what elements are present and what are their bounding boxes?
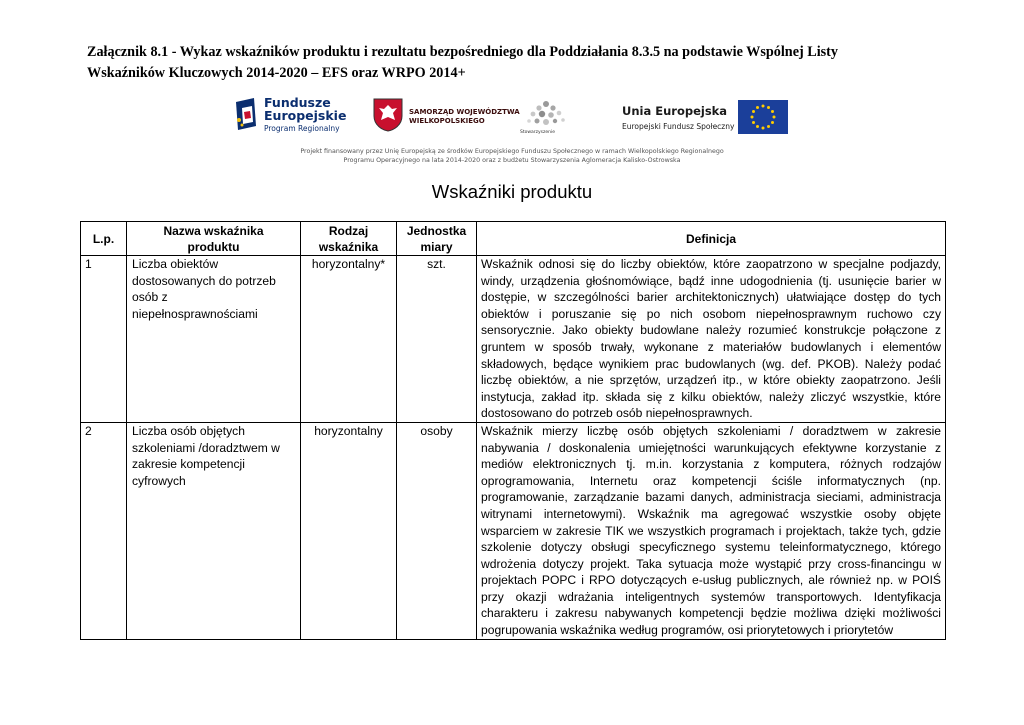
cell-lp: 2 [81,422,127,639]
logo-bar [0,92,1024,144]
header-name-line-2: produktu [187,239,240,254]
eu-flag-icon [738,100,788,134]
fe-logo-subtitle: Program Regionalny [264,124,340,133]
cell-unit: osoby [397,422,477,639]
sw-logo-line-1: SAMORZĄD WOJEWÓDZTWA [409,108,520,116]
fundusze-europejskie-mark-icon [234,96,268,134]
header-name-line-1: Nazwa wskaźnika [163,223,264,238]
cell-definition: Wskaźnik mierzy liczbę osób objętych szkoleniami / doradztwem w zakresie nabywania / doskonalenia umiejętności warunkujących efektywne korzystanie z mediów elektronicznych tj. m.in. korzystania z komputera, różnych rodzajów oprogramowania, Internetu oraz kompetencji ściśle informatycznych (np. programowanie, zarządzanie bazami danych, administracja sieciami, administracja witrynami internetowymi). Wskaźnik ma agregować wszystkie osoby objęte wsparciem w zakresie TIK we wszystkich programach i projektach, także tych, gdzie szkolenie dotyczy obsługi specyficznego systemu teleinformatycznego, którego wdrożenia dotyczy projekt. Taka sytuacja może wystąpić przy cross-financingu w projektach POPC i RPO dotyczących e-usług publicznych, ale również np. w POIŚ przy okazji wdrażania inteligentnych systemów transportowych. Identyfikacja charakteru i zakresu nabywanych kompetencji będzie możliwa dzięki możliwości pogrupowania wskaźnika według programów, osi priorytetowych i priorytetów [477,422,946,639]
header-type [301,222,397,256]
header-type-line-2: wskaźnika [318,239,379,254]
page-header-title [87,42,947,84]
table-row [81,256,946,423]
header-definition: Definicja [477,222,946,256]
ue-logo-title: Unia Europejska [622,104,728,118]
cell-type: horyzontalny* [301,256,397,423]
fe-logo-line-2: Europejskie [264,108,347,123]
cell-type: horyzontalny [301,422,397,639]
cell-name: Liczba obiektów dostosowanych do potrzeb osób z niepełnosprawnościami [127,256,301,423]
indicators-table [80,221,946,640]
header-title-line-2: Wskaźników Kluczowych 2014-2020 – EFS oraz WRPO 2014+ [87,65,466,81]
cell-lp: 1 [81,256,127,423]
table-row [81,422,946,639]
header-name [127,222,301,256]
header-type-line-1: Rodzaj [328,223,369,238]
stowarzyszenie-logo [517,98,577,142]
section-title: Wskaźniki produktu [431,181,593,202]
sw-logo-line-2: WIELKOPOLSKIEGO [409,117,485,125]
cell-unit: szt. [397,256,477,423]
header-unit-line-2: miary [420,239,453,254]
funding-note-line-1: Projekt finansowany przez Unię Europejską ze środków Europejskiego Funduszu Społecznego w ramach Wielkopolskiego Regionalnego [300,148,724,155]
header-unit [397,222,477,256]
samorzad-wojewodztwa-logo [373,98,520,138]
unia-europejska-logo [622,100,792,140]
fe-logo-line-1: Fundusze [264,95,331,110]
ue-logo-subtitle: Europejski Fundusz Społeczny [622,122,735,131]
header-title-line-1: Załącznik 8.1 - Wykaz wskaźników produktu i rezultatu bezpośredniego dla Poddziałania 8.3.5 na podstawie Wspólnej Listy [87,44,839,60]
stowarzyszenie-label: Stowarzyszenie [520,130,556,135]
dots-cluster-icon [521,98,571,134]
table-header-row [81,222,946,256]
funding-note [200,147,824,165]
eagle-shield-icon [373,98,403,132]
header-lp: L.p. [81,222,127,256]
header-unit-line-1: Jednostka [406,223,467,238]
funding-note-line-2: Programu Operacyjnego na lata 2014-2020 oraz z budżetu Stowarzyszenia Aglomeracja Kalisko-Ostrowska [343,157,681,164]
fundusze-europejskie-logo [234,94,364,138]
cell-definition: Wskaźnik odnosi się do liczby obiektów, które zaopatrzono w specjalne podjazdy, windy, urządzenia głośnomówiące, bądź inne udogodnienia (tj. usunięcie barier w dostępie, w szczególności barier architektonicznych) ułatwiające dostęp do tych obiektów i poruszanie się po nich osobom niepełnosprawnym ruchowo czy sensorycznie. Jako obiekty budowlane należy rozumieć konstrukcje połączone z gruntem w sposób trwały, wykonane z materiałów budowlanych i elementów składowych, będące wynikiem prac budowlanych (wg. def. PKOB). Należy podać liczbę obiektów, a nie sprzętów, urządzeń itp., w które obiekty zaopatrzono. Jeśli instytucja, zakład itp. składa się z kilku obiektów, należy zliczyć wszystkie, które dostosowano do potrzeb osób niepełnosprawnych. [477,256,946,423]
cell-name: Liczba osób objętych szkoleniami /doradztwem w zakresie kompetencji cyfrowych [127,422,301,639]
